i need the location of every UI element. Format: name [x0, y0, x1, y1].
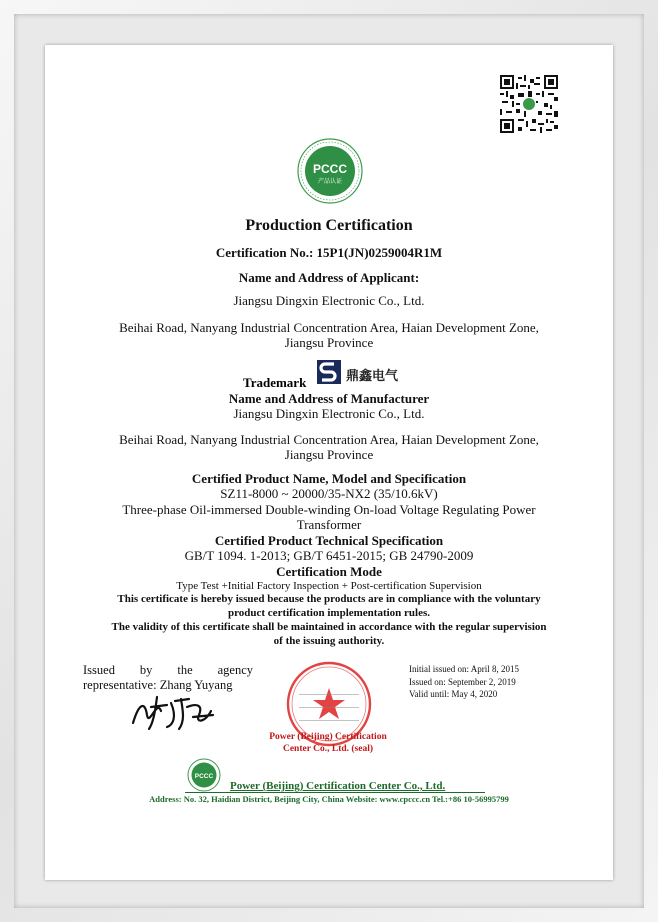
mode-heading: Certification Mode	[276, 564, 382, 579]
valid-until-date: Valid until: May 4, 2020	[409, 689, 498, 699]
seal-caption-line2: Center Co., Ltd. (seal)	[282, 744, 374, 754]
pccc-logo-subtext: 产品认证	[317, 178, 343, 185]
pccc-logo-text: PCCC	[312, 162, 348, 176]
manufacturer-address-line1: Beihai Road, Nanyang Industrial Concentration Area, Haian Development Zone,	[119, 432, 539, 447]
certificate-paper	[45, 45, 613, 880]
spec-standards: GB/T 1094. 1-2013; GB/T 6451-2015; GB 24790-2009	[184, 548, 474, 563]
seal-caption	[255, 731, 401, 755]
manufacturer-address-line2: Jiangsu Province	[284, 447, 374, 462]
applicant-name: Jiangsu Dingxin Electronic Co., Ltd.	[233, 293, 425, 308]
statement-line3: The validity of this certificate shall be maintained in accordance with the regular supervision	[111, 621, 547, 633]
footer-pccc-logo	[187, 758, 221, 792]
statement-line4: of the issuing authority.	[273, 635, 385, 647]
issued-word-3: the	[177, 663, 193, 677]
dates-block	[409, 663, 519, 701]
trademark-row	[243, 357, 443, 390]
footer-divider	[185, 792, 485, 793]
trademark-logo-icon	[316, 359, 342, 385]
issued-by-line1	[83, 663, 253, 678]
product-name-line2: Transformer	[296, 517, 362, 532]
seal-caption-line1: Power (Beijing) Certification	[269, 732, 387, 742]
statement-line2: product certification implementation rules.	[227, 607, 431, 619]
issued-by-representative: representative: Zhang Yuyang	[83, 678, 233, 692]
footer-organization: Power (Beijing) Certification Center Co., Ltd.	[230, 780, 446, 792]
mode-text: Type Test +Initial Factory Inspection + Post-certification Supervision	[176, 580, 482, 592]
qr-code	[500, 75, 558, 133]
product-name-line1: Three-phase Oil-immersed Double-winding On-load Voltage Regulating Power	[122, 502, 536, 517]
pccc-logo	[297, 138, 363, 204]
product-heading: Certified Product Name, Model and Specification	[191, 471, 467, 486]
issue-date: Issued on: September 2, 2019	[409, 676, 516, 687]
manufacturer-heading: Name and Address of Manufacturer	[228, 391, 430, 406]
manufacturer-name: Jiangsu Dingxin Electronic Co., Ltd.	[233, 406, 425, 421]
product-model: SZ11-8000 ~ 20000/35-NX2 (35/10.6kV)	[220, 486, 438, 501]
issued-word-4: agency	[217, 663, 253, 677]
statement-line1: This certificate is hereby issued because the products are in compliance with the voluntary	[117, 593, 541, 605]
certificate-title: Production Certification	[245, 217, 413, 234]
applicant-address-line2: Jiangsu Province	[284, 335, 374, 350]
issued-by-block	[83, 663, 253, 693]
issued-word-1: Issued	[83, 663, 115, 677]
spec-heading: Certified Product Technical Specification	[214, 533, 444, 548]
issued-word-2: by	[139, 663, 153, 677]
trademark-label: Trademark	[243, 375, 307, 390]
signature	[127, 693, 217, 731]
applicant-address-line1: Beihai Road, Nanyang Industrial Concentration Area, Haian Development Zone,	[119, 320, 539, 335]
footer-logo-text: PCCC	[194, 773, 214, 780]
initial-issue-date: Initial issued on: April 8, 2015	[409, 664, 519, 674]
trademark-brand-text: 鼎鑫电气	[346, 369, 399, 384]
footer-address: Address: No. 32, Haidian District, Beijing City, China Website: www.cpccc.cn Tel.:+86 10-56995799	[149, 794, 509, 804]
applicant-heading: Name and Address of Applicant:	[238, 270, 420, 285]
certification-number: Certification No.: 15P1(JN)0259004R1M	[215, 245, 443, 260]
